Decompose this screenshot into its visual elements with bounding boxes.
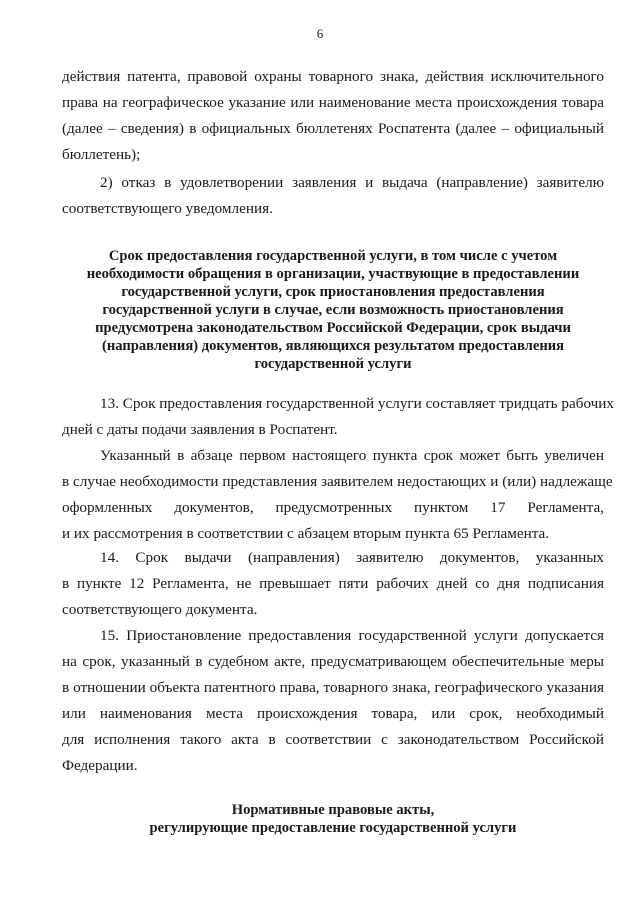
text-line: или наименования места происхождения товара, или срок, необходимый: [62, 705, 604, 722]
text-line: Указанный в абзаце первом настоящего пункта срок может быть увеличен: [100, 447, 604, 464]
paragraph-13: [62, 391, 615, 443]
text-line: на срок, указанный в судебном акте, предусматривающем обеспечительные меры: [62, 653, 604, 670]
text-line: Федерации.: [62, 757, 138, 774]
text-line: для исполнения такого акта в соответствии с законодательством Российской: [62, 731, 604, 748]
paragraph-13-extension: [62, 443, 613, 547]
text-line: соответствующего уведомления.: [62, 200, 273, 217]
heading-line: Срок предоставления государственной услуги, в том числе с учетом: [108, 248, 558, 264]
text-line: оформленных документов, предусмотренных пунктом 17 Регламента,: [62, 499, 604, 516]
item-2-paragraph: [62, 170, 604, 222]
section-heading: [62, 247, 604, 373]
heading-line: государственной услуги: [254, 356, 412, 372]
text-line: в отношении объекта патентного права, товарного знака, географического указания: [62, 679, 604, 696]
heading-line: государственной услуги, срок приостановления предоставления: [121, 284, 545, 300]
heading-line: необходимости обращения в организации, участвующие в предоставлении: [86, 266, 580, 282]
page-number: 6: [316, 26, 324, 41]
text-line: права на географическое указание или наименование места происхождения товара: [62, 94, 604, 111]
paragraph-14: [62, 545, 604, 623]
heading-line: (направления) документов, являющихся результатом предоставления: [101, 338, 565, 354]
text-line: (далее – сведения) в официальных бюллетенях Роспатента (далее – официальный: [62, 120, 604, 137]
heading-line: предусмотрена законодательством Российской Федерации, срок выдачи: [95, 320, 571, 336]
text-line: 14. Срок выдачи (направления) заявителю документов, указанных: [100, 549, 604, 566]
text-line: в пункте 12 Регламента, не превышает пяти рабочих дней со дня подписания: [62, 575, 604, 592]
paragraph-15: [62, 623, 604, 779]
heading-line: Нормативные правовые акты,: [231, 802, 435, 818]
text-line: бюллетень);: [62, 146, 141, 163]
text-line: действия патента, правовой охраны товарного знака, действия исключительного: [62, 68, 604, 85]
text-line: и их рассмотрения в соответствии с абзацем вторым пункта 65 Регламента.: [62, 525, 550, 542]
heading-line: государственной услуги в случае, если возможность приостановления: [102, 302, 564, 318]
text-line: соответствующего документа.: [62, 601, 258, 618]
text-line: 13. Срок предоставления государственной услуги составляет тридцать рабочих: [100, 395, 615, 412]
heading-line: регулирующие предоставление государственной услуги: [149, 820, 517, 836]
text-line: 2) отказ в удовлетворении заявления и выдача (направление) заявителю: [100, 174, 604, 191]
text-line: в случае необходимости представления заявителем недостающих и (или) надлежаще: [62, 473, 613, 490]
regulatory-acts-heading: [62, 801, 604, 837]
text-line: дней с даты подачи заявления в Роспатент.: [62, 421, 338, 438]
intro-paragraph: [62, 64, 604, 168]
text-line: 15. Приостановление предоставления государственной услуги допускается: [100, 627, 604, 644]
